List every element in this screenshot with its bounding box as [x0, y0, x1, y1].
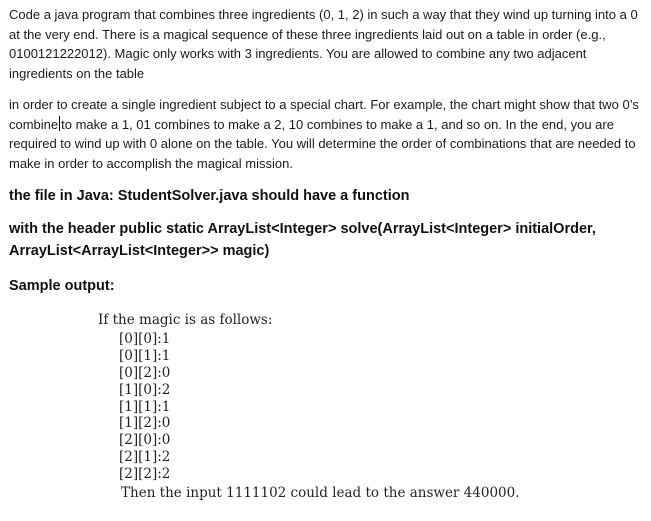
sample-output-block — [98, 310, 638, 503]
magic-rule: [2][0]:0 — [119, 432, 171, 449]
text-cursor — [59, 116, 60, 131]
magic-rules-list — [98, 331, 638, 483]
magic-rule: [1][0]:2 — [119, 381, 171, 398]
function-header-line: with the header public static ArrayList<Integer> solve(ArrayList<Integer> initialOrder, ArrayList<ArrayList<Integer>> magic) — [9, 221, 596, 259]
chart-paragraph — [9, 95, 645, 173]
magic-rule: [0][0]:1 — [119, 331, 171, 347]
chart-paragraph-before-caret: in order to create a single ingredient subject to a special chart. For example, the chart might show that two 0’s combine — [9, 97, 639, 132]
intro-paragraph: Code a java program that combines three ingredients (0, 1, 2) in such a way that they wind up turning into a 0 at the very end. There is a magical sequence of these three ingredients laid out on a table in order (e.g., 0100121222012). Magic only works with 3 ingredients. You are allowed to combine any two adjacent ingredients on the table — [9, 7, 638, 81]
magic-rule: [0][2]:0 — [119, 364, 171, 381]
sample-output-heading: Sample output: — [9, 278, 115, 294]
file-line: the file in Java: StudentSolver.java should have a function — [9, 188, 410, 204]
magic-rule: [0][1]:1 — [119, 347, 171, 364]
sample-intro: If the magic is as follows: — [98, 312, 273, 328]
magic-rule: [1][2]:0 — [119, 415, 171, 432]
sample-answer: Then the input 1111102 could lead to the answer 440000. — [121, 485, 520, 502]
magic-rule: [1][1]:1 — [119, 398, 171, 415]
magic-rule: [2][2]:2 — [119, 466, 171, 483]
chart-paragraph-after-caret: to make a 1, 01 combines to make a 2, 10 combines to make a 1, and so on. In the end, you are required to wind up with 0 alone on the table. You will determine the order of combinations that are needed to make in order to accomplish the magical mission. — [9, 116, 636, 171]
magic-rule: [2][1]:2 — [119, 449, 171, 466]
